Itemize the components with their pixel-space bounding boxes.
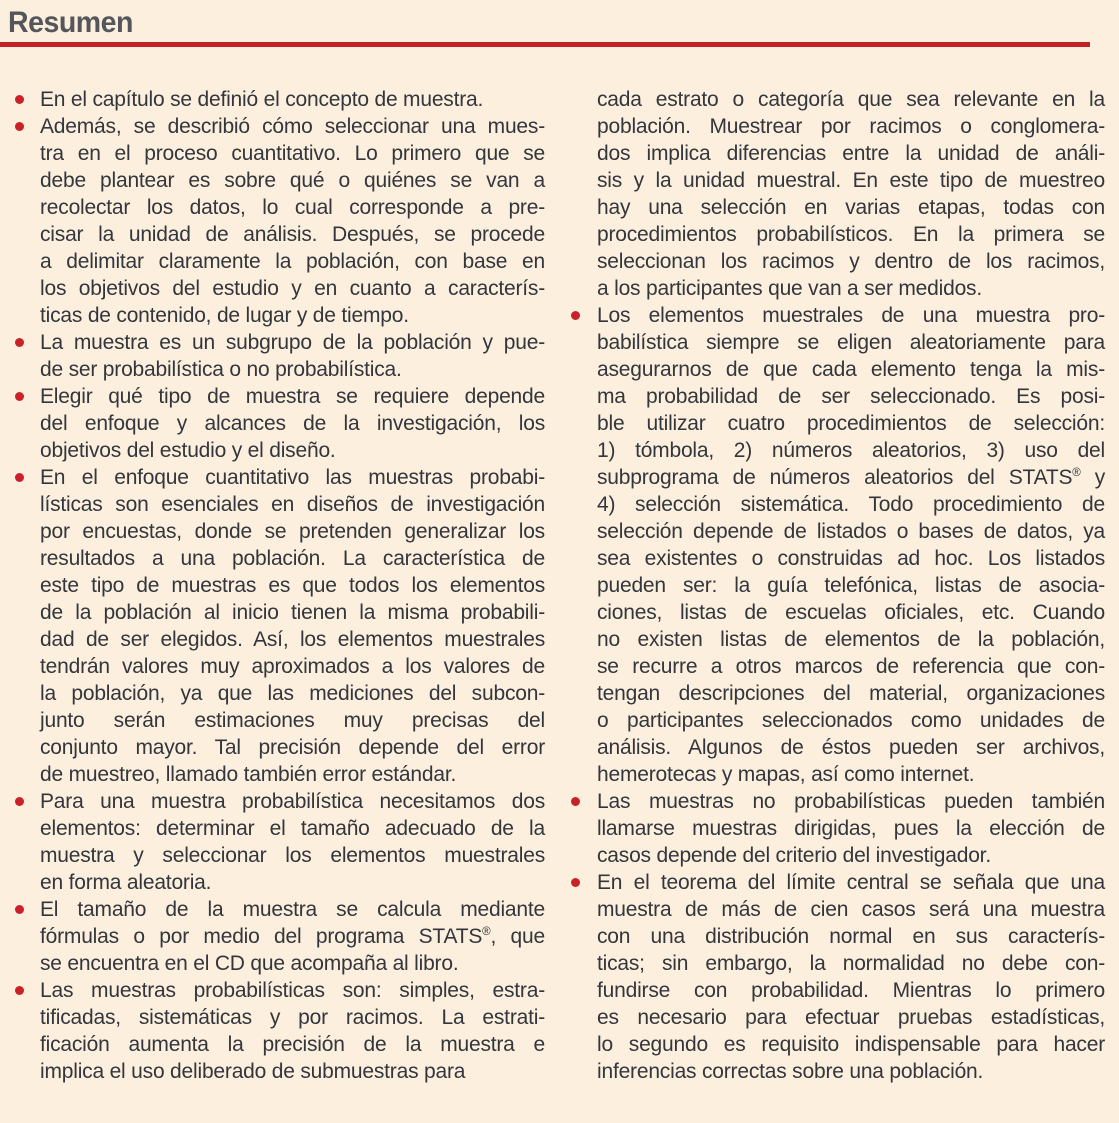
text-line: se recurre a otros marcos de referencia que con- <box>597 655 1105 678</box>
bullet-icon <box>571 878 580 887</box>
item-text <box>40 329 545 383</box>
bullet-item <box>568 302 1105 788</box>
text-line: ma probabilidad de ser seleccionado. Es posi- <box>597 385 1105 408</box>
text-line: o participantes seleccionados como unidades de <box>597 709 1105 732</box>
text-line: Además, se describió cómo seleccionar una mues- <box>40 115 545 138</box>
bullet-icon <box>571 311 580 320</box>
text-line: llamarse muestras dirigidas, pues la elección de <box>597 817 1105 840</box>
text-line: dad de ser elegidos. Así, los elementos muestrales <box>40 628 545 651</box>
item-text <box>597 302 1105 788</box>
bullet-item <box>12 464 545 788</box>
text-line: tendrán valores muy aproximados a los valores de <box>40 655 545 678</box>
bullet-cell <box>12 329 40 347</box>
page-title: Resumen <box>8 6 133 39</box>
bullet-icon <box>15 986 24 995</box>
text-line: recolectar los datos, lo cual corresponde a pre- <box>40 196 545 219</box>
text-line: conjunto mayor. Tal precisión depende del error <box>40 736 545 759</box>
item-text <box>40 896 545 977</box>
bullet-item <box>568 869 1105 1085</box>
item-text <box>40 977 545 1085</box>
text-line: dos implica diferencias entre la unidad de análi- <box>597 142 1105 165</box>
text-line: sis y la unidad muestral. En este tipo de muestreo <box>597 169 1105 192</box>
text-line: ficación aumenta la precisión de la muestra e <box>40 1033 545 1056</box>
item-text <box>40 86 545 113</box>
summary-content <box>12 86 1105 1085</box>
bullet-cell <box>12 86 40 104</box>
text-line: tengan descripciones del material, organizaciones <box>597 682 1105 705</box>
text-line: Las muestras no probabilísticas pueden también <box>597 790 1105 813</box>
text-line: implica el uso deliberado de submuestras para <box>40 1060 466 1083</box>
bullet-item <box>568 788 1105 869</box>
continuation-item <box>568 86 1105 302</box>
text-line: de muestreo, llamado también error estándar. <box>40 763 457 786</box>
text-line: Las muestras probabilísticas son: simples, estra- <box>40 979 545 1002</box>
text-line: hemerotecas y mapas, así como internet. <box>597 763 975 786</box>
text-line: resultados a una población. La característica de <box>40 547 545 570</box>
text-line: En el enfoque cuantitativo las muestras probabi- <box>40 466 545 489</box>
text-line: cada estrato o categoría que sea relevante en la <box>597 88 1105 111</box>
text-line: a delimitar claramente la población, con base en <box>40 250 545 273</box>
text-line: 1) tómbola, 2) números aleatorios, 3) uso del <box>597 439 1105 462</box>
bullet-item <box>12 896 545 977</box>
text-line: se encuentra en el CD que acompaña al libro. <box>40 952 459 975</box>
item-text <box>597 86 1105 302</box>
text-line: junto serán estimaciones muy precisas del <box>40 709 545 732</box>
item-text <box>40 383 545 464</box>
text-line: Los elementos muestrales de una muestra pro- <box>597 304 1105 327</box>
bullet-icon <box>15 95 24 104</box>
text-line: fórmulas o por medio del programa STATS®, que <box>40 925 545 948</box>
left-column <box>12 86 545 1085</box>
bullet-icon <box>15 392 24 401</box>
text-line: a los participantes que van a ser medidos. <box>597 277 982 300</box>
item-text <box>597 869 1105 1085</box>
text-line: 4) selección sistemática. Todo procedimiento de <box>597 493 1105 516</box>
bullet-icon <box>15 473 24 482</box>
bullet-icon <box>15 797 24 806</box>
text-line: En el teorema del límite central se señala que una <box>597 871 1105 894</box>
text-line: procedimientos probabilísticos. En la primera se <box>597 223 1105 246</box>
bullet-item <box>12 788 545 896</box>
text-line: hay una selección en varias etapas, todas con <box>597 196 1105 219</box>
text-line: selección depende de listados o bases de datos, ya <box>597 520 1105 543</box>
text-line: inferencias correctas sobre una población. <box>597 1060 984 1083</box>
text-line: no existen listas de elementos de la población, <box>597 628 1105 651</box>
text-line: de la población al inicio tienen la misma probabili- <box>40 601 545 624</box>
text-line: babilística siempre se eligen aleatoriamente para <box>597 331 1105 354</box>
text-line: ble utilizar cuatro procedimientos de selección: <box>597 412 1105 435</box>
bullet-cell <box>568 86 597 95</box>
text-line: cisar la unidad de análisis. Después, se procede <box>40 223 545 246</box>
bullet-icon <box>15 122 24 131</box>
text-line: elementos: determinar el tamaño adecuado de la <box>40 817 545 840</box>
text-line: tra en el proceso cuantitativo. Lo primero que se <box>40 142 545 165</box>
text-line: objetivos del estudio y el diseño. <box>40 439 336 462</box>
text-line: los objetivos del estudio y en cuanto a caracterís- <box>40 277 545 300</box>
text-line: muestra de más de cien casos será una muestra <box>597 898 1105 921</box>
bullet-item <box>12 113 545 329</box>
text-line: por encuestas, donde se pretenden generalizar los <box>40 520 545 543</box>
bullet-cell <box>12 464 40 482</box>
bullet-item <box>12 383 545 464</box>
text-line: Elegir qué tipo de muestra se requiere depende <box>40 385 545 408</box>
text-line: asegurarnos de que cada elemento tenga la mis- <box>597 358 1105 381</box>
bullet-cell <box>12 977 40 995</box>
text-line: ticas; sin embargo, la normalidad no debe con- <box>597 952 1105 975</box>
text-line: tificadas, sistemáticas y por racimos. La estrati- <box>40 1006 545 1029</box>
text-line: la población, ya que las mediciones del subcon- <box>40 682 545 705</box>
text-line: El tamaño de la muestra se calcula mediante <box>40 898 545 921</box>
text-line: sea existentes o construidas ad hoc. Los listados <box>597 547 1105 570</box>
bullet-icon <box>15 905 24 914</box>
bullet-cell <box>12 113 40 131</box>
bullet-item <box>12 329 545 383</box>
text-line: seleccionan los racimos y dentro de los racimos, <box>597 250 1105 273</box>
text-line: población. Muestrear por racimos o conglomera- <box>597 115 1105 138</box>
bullet-cell <box>12 788 40 806</box>
text-line: pueden ser: la guía telefónica, listas de asocia- <box>597 574 1105 597</box>
item-text <box>40 464 545 788</box>
bullet-item <box>12 86 545 113</box>
text-line: del enfoque y alcances de la investigación, los <box>40 412 545 435</box>
text-line: de ser probabilística o no probabilística. <box>40 358 402 381</box>
text-line: lo segundo es requisito indispensable para hacer <box>597 1033 1105 1056</box>
text-line: casos depende del criterio del investigador. <box>597 844 991 867</box>
bullet-cell <box>568 869 597 887</box>
right-column <box>568 86 1105 1085</box>
bullet-cell <box>568 302 597 320</box>
text-line: ticas de contenido, de lugar y de tiempo. <box>40 304 409 327</box>
text-line: análisis. Algunos de éstos pueden ser archivos, <box>597 736 1105 759</box>
bullet-icon <box>15 338 24 347</box>
text-line: subprograma de números aleatorios del STATS® y <box>597 466 1105 489</box>
text-line: debe plantear es sobre qué o quiénes se van a <box>40 169 545 192</box>
item-text <box>40 113 545 329</box>
text-line: Para una muestra probabilística necesitamos dos <box>40 790 545 813</box>
title-rule <box>0 42 1090 47</box>
bullet-cell <box>12 383 40 401</box>
text-line: muestra y seleccionar los elementos muestrales <box>40 844 545 867</box>
text-line: este tipo de muestras es que todos los elementos <box>40 574 545 597</box>
text-line: fundirse con probabilidad. Mientras lo primero <box>597 979 1105 1002</box>
item-text <box>597 788 1105 869</box>
bullet-cell <box>12 896 40 914</box>
bullet-item <box>12 977 545 1085</box>
text-line: con una distribución normal en sus caracterís- <box>597 925 1105 948</box>
text-line: ciones, listas de escuelas oficiales, etc. Cuando <box>597 601 1105 624</box>
text-line: La muestra es un subgrupo de la población y pue- <box>40 331 545 354</box>
text-line: lísticas son esenciales en diseños de investigación <box>40 493 545 516</box>
text-line: En el capítulo se definió el concepto de muestra. <box>40 88 484 111</box>
item-text <box>40 788 545 896</box>
text-line: es necesario para efectuar pruebas estadísticas, <box>597 1006 1105 1029</box>
text-line: en forma aleatoria. <box>40 871 212 894</box>
bullet-cell <box>568 788 597 806</box>
bullet-icon <box>571 797 580 806</box>
